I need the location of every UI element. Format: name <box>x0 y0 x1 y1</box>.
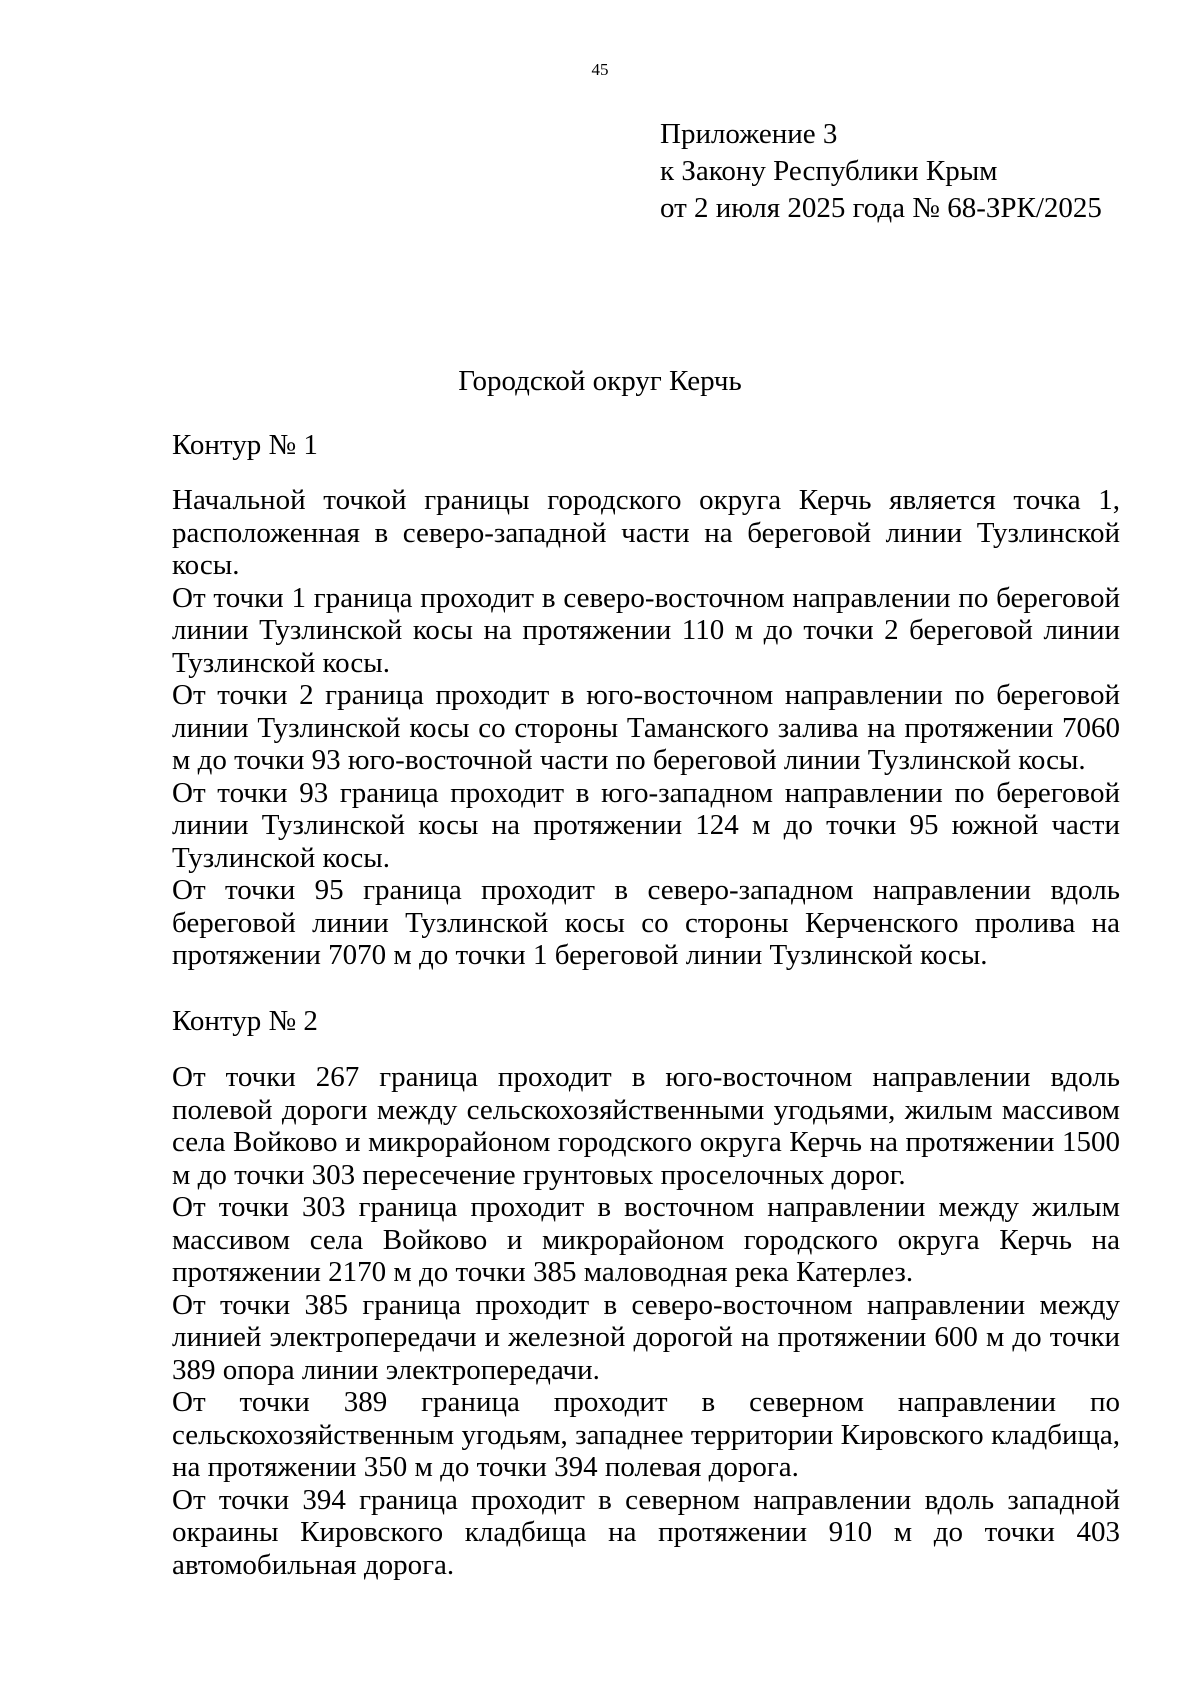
contour-1-paragraph-3: От точки 2 граница проходит в юго-восточном направлении по береговой линии Тузлинской косы со стороны Таманского залива на протяжении 7060 м до точки 93 юго-восточной части по береговой линии Тузлинской косы. <box>172 679 1120 776</box>
appendix-line-1: Приложение 3 <box>660 118 838 150</box>
contour-2-paragraph-4: От точки 389 граница проходит в северном направлении по сельскохозяйственным угодьям, западнее территории Кировского кладбища, на протяжении 350 м до точки 394 полевая дорога. <box>172 1386 1120 1483</box>
contour-2-paragraph-5: От точки 394 граница проходит в северном направлении вдоль западной окраины Кировского кладбища на протяжении 910 м до точки 403 автомобильная дорога. <box>172 1483 1120 1581</box>
contour-1-paragraph-1: Начальной точкой границы городского округа Керчь является точка 1, расположенная в северо-западной части на береговой линии Тузлинской косы. <box>172 484 1120 581</box>
document-title: Городской округ Керчь <box>458 365 742 397</box>
contour-1-heading: Контур № 1 <box>172 429 318 461</box>
appendix-line-3: от 2 июля 2025 года № 68-ЗРК/2025 <box>660 192 1102 224</box>
contour-1-text <box>172 484 1120 972</box>
contour-1-paragraph-2: От точки 1 граница проходит в северо-восточном направлении по береговой линии Тузлинской косы на протяжении 110 м до точки 2 береговой линии Тузлинской косы. <box>172 581 1120 679</box>
contour-1-paragraph-4: От точки 93 граница проходит в юго-западном направлении по береговой линии Тузлинской косы на протяжении 124 м до точки 95 южной части Тузлинской косы. <box>172 776 1120 874</box>
contour-2-heading: Контур № 2 <box>172 1005 318 1037</box>
contour-2-paragraph-1: От точки 267 граница проходит в юго-восточном направлении вдоль полевой дороги между сельскохозяйственными угодьями, жилым массивом села Войково и микрорайоном городского округа Керчь на протяжении 1500 м до точки 303 пересечение грунтовых проселочных дорог. <box>172 1061 1120 1191</box>
contour-2-text <box>172 1061 1120 1581</box>
contour-2-paragraph-2: От точки 303 граница проходит в восточном направлении между жилым массивом села Войково и микрорайоном городского округа Керчь на протяжении 2170 м до точки 385 маловодная река Катерлез. <box>172 1191 1120 1288</box>
contour-2-paragraph-3: От точки 385 граница проходит в северо-восточном направлении между линией электропередачи и железной дорогой на протяжении 600 м до точки 389 опора линии электропередачи. <box>172 1288 1120 1386</box>
appendix-header <box>660 116 1102 227</box>
contour-1-paragraph-5: От точки 95 граница проходит в северо-западном направлении вдоль береговой линии Тузлинской косы со стороны Керченского пролива на протяжении 7070 м до точки 1 береговой линии Тузлинской косы. <box>172 874 1120 971</box>
appendix-line-2: к Закону Республики Крым <box>660 155 998 187</box>
page-number: 45 <box>591 60 609 79</box>
